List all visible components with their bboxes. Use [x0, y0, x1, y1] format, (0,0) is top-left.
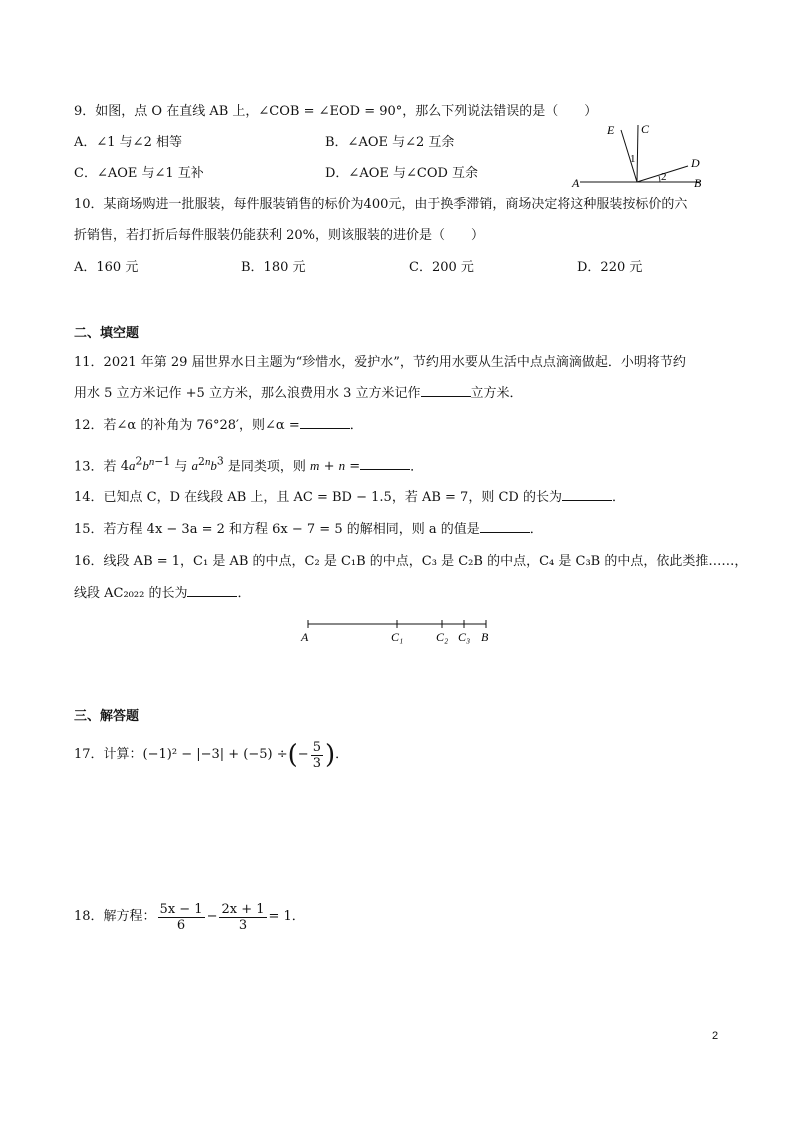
q17-fraction: [311, 740, 323, 771]
q9-option-b: B．∠AOE 与∠2 互余: [325, 135, 455, 150]
q13-expr: m + n =: [310, 458, 361, 475]
q13-text-c: 是同类项，则: [227, 459, 306, 475]
q11-text-b: 立方米．: [470, 386, 523, 401]
q17: [74, 735, 348, 775]
q14: [74, 488, 625, 508]
q17-frac-den: 3: [312, 755, 321, 771]
label-a: A: [572, 176, 580, 190]
q10-line2: 折销售，若打折后每件服装仍能获利 20%，则该服装的进价是（ ）: [74, 228, 485, 243]
q12-blank: [300, 416, 350, 429]
label-e: E: [607, 123, 615, 137]
q12-text-b: ．: [349, 418, 363, 433]
q18-frac2-den: 3: [238, 917, 248, 933]
q17-end: ．: [335, 747, 349, 762]
q10-option-d: D．220 元: [577, 260, 643, 275]
q13: [74, 452, 423, 477]
q17-frac-num: 5: [312, 739, 321, 755]
label-b: B: [481, 630, 489, 644]
q11-blank: [421, 384, 471, 397]
q15-text-b: ．: [529, 522, 543, 537]
q17-right-paren: ): [324, 740, 336, 770]
q16-text-a: 线段 AC₂₀₂₂ 的长为: [74, 586, 188, 601]
q18-fraction-1: [158, 902, 205, 933]
q16-segment-figure: [296, 614, 506, 654]
q11-line2: [74, 384, 523, 404]
q13-text-b: 与: [174, 459, 188, 475]
q13-term2: $a^{2n}b^3$: [191, 455, 224, 474]
q14-text-a: 14．已知点 C，D 在线段 AB 上，且 AC = BD − 1.5，若 AB = 7，则 CD 的长为: [74, 490, 562, 505]
q12-text-a: 12．若∠α 的补角为 76°28′，则∠α =: [74, 418, 300, 433]
label-c1: C₁: [391, 630, 404, 644]
label-d: D: [691, 156, 700, 170]
q18-rhs: = 1．: [268, 909, 305, 924]
q18-fraction-2: [219, 902, 266, 933]
q10-option-b: B．180 元: [241, 260, 306, 275]
section-solve-title: 三、解答题: [74, 709, 140, 724]
label-c: C: [641, 122, 650, 136]
q17-minus: −: [297, 747, 309, 762]
label-a: A: [301, 630, 309, 644]
label-b: B: [694, 176, 702, 190]
arc-angle-2: [659, 176, 660, 182]
label-angle-1: 1: [630, 153, 636, 165]
q14-text-b: ．: [611, 490, 625, 505]
q10-option-c: C．200 元: [409, 260, 474, 275]
ray-oc: [637, 125, 638, 182]
q10-option-a: A．160 元: [74, 260, 139, 275]
q17-left-paren: (: [287, 740, 298, 770]
q9-option-d: D．∠AOE 与∠COD 互余: [325, 166, 479, 181]
page-number: 2: [712, 1030, 719, 1042]
q16-line1: 16．线段 AB = 1，C₁ 是 AB 的中点，C₂ 是 C₁B 的中点，C₃ 是 C₂B 的中点，C₄ 是 C₃B 的中点，依此类推……，: [74, 554, 748, 569]
q13-term1: $4a^2b^{n-1}$: [120, 455, 171, 475]
label-c2: C₂: [436, 630, 449, 644]
q16-text-b: ．: [237, 586, 251, 601]
q9-option-a: A．∠1 与∠2 相等: [74, 135, 182, 150]
q18-frac1-den: 6: [176, 917, 186, 933]
q10-line1: 10．某商场购进一批服装，每件服装销售的标价为400元，由于换季滞销，商场决定将这种服装按标价的六: [74, 197, 688, 212]
q13-text-d: ．: [410, 459, 424, 475]
q15-blank: [480, 520, 530, 533]
q15-text-a: 15．若方程 4x − 3a = 2 和方程 6x − 7 = 5 的解相同，则 a 的值是: [74, 522, 480, 537]
q17-expr: (−1)² − |−3| + (−5) ÷: [142, 747, 288, 762]
q13-blank: [360, 457, 410, 470]
q18-frac1-num: 5x − 1: [159, 901, 203, 917]
q9-stem: 9．如图，点 O 在直线 AB 上，∠COB = ∠EOD = 90°，那么下列说法错误的是（ ）: [74, 104, 598, 119]
q9-option-c: C．∠AOE 与∠1 互补: [74, 166, 204, 181]
q15: [74, 520, 543, 540]
q14-blank: [562, 488, 612, 501]
q11-line1: 11．2021 年第 29 届世界水日主题为“珍惜水，爱护水”，节约用水要从生活中点点滴滴做起．小明将节约: [74, 355, 686, 370]
q18-op: −: [206, 909, 218, 924]
q9-angle-figure: [560, 115, 720, 195]
q16-blank: [187, 584, 237, 597]
q12: [74, 416, 363, 436]
q13-text-a: 13．若: [74, 459, 117, 475]
label-c3: C₃: [458, 630, 471, 644]
q18-prefix: 18．解方程：: [74, 909, 156, 924]
q11-text-a: 用水 5 立方米记作 +5 立方米，那么浪费用水 3 立方米记作: [74, 386, 421, 401]
section-fill-in-blank-title: 二、填空题: [74, 326, 140, 341]
q18-frac2-num: 2x + 1: [221, 901, 265, 917]
q17-prefix: 17．计算：: [74, 747, 143, 762]
q16-line2: [74, 584, 250, 604]
q18: [74, 897, 305, 937]
label-angle-2: 2: [661, 171, 667, 183]
